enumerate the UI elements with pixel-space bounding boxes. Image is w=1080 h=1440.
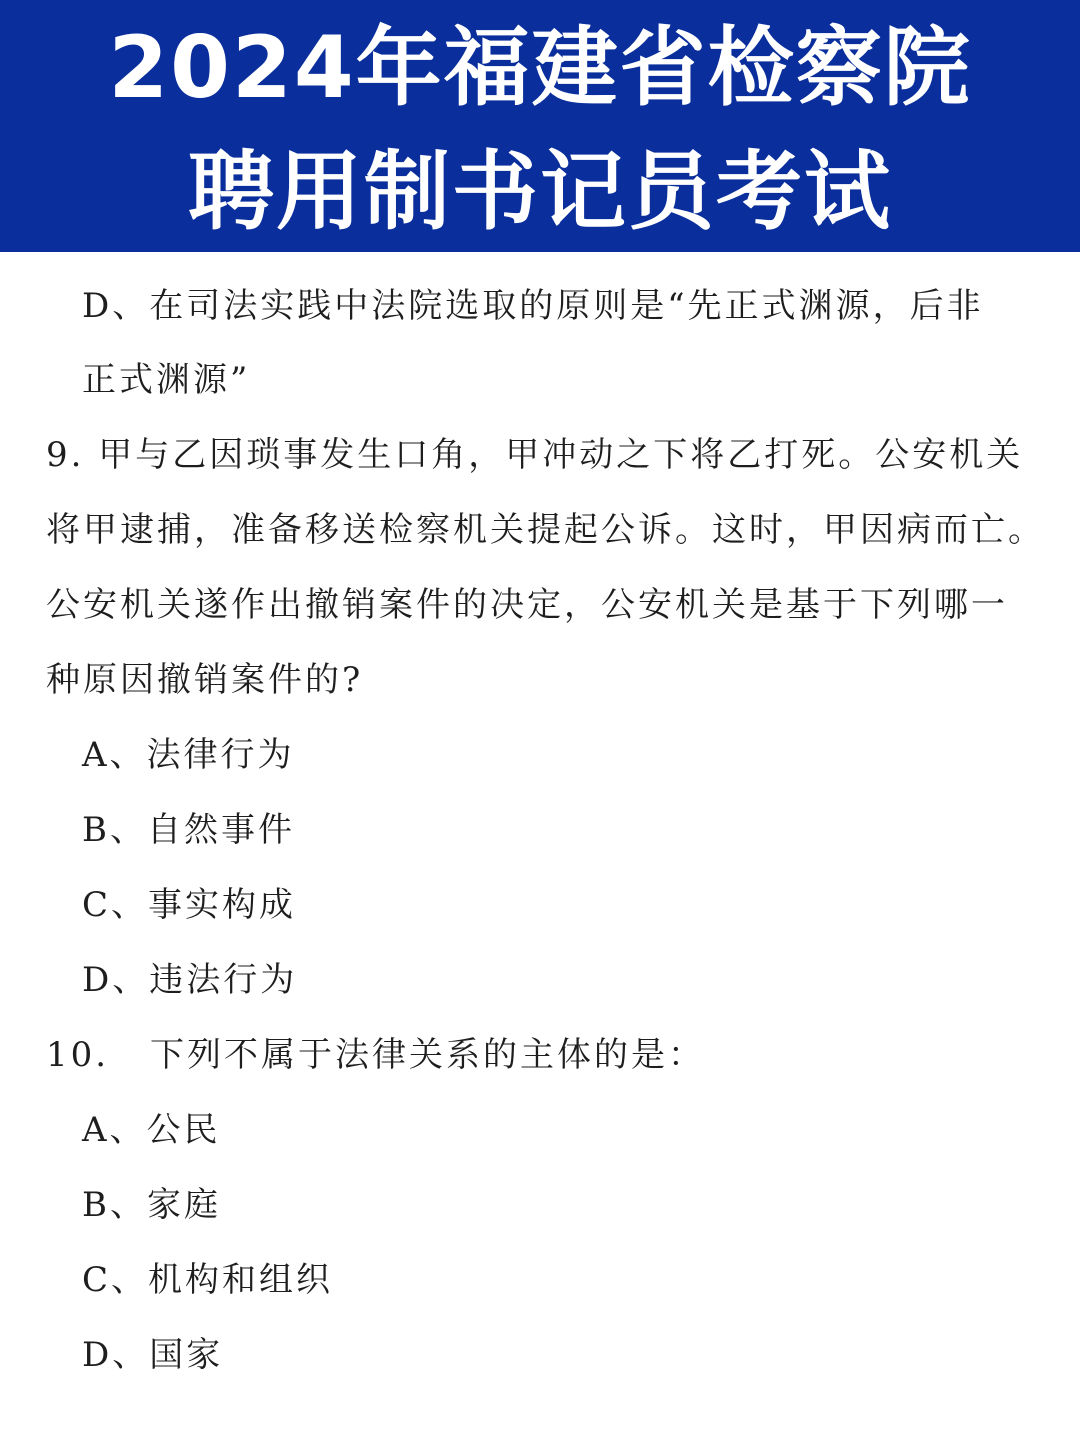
question-9-option-c: C、事实构成 (82, 885, 297, 925)
question-9-stem-line: 将甲逮捕，准备移送检察机关提起公诉。这时，甲因病而亡。 (46, 510, 1045, 550)
question-9-option-d: D、违法行为 (82, 960, 298, 1000)
question-9-stem-line: 公安机关遂作出撤销案件的决定，公安机关是基于下列哪一 (46, 585, 1008, 625)
question-10-option-d: D、国家 (82, 1335, 224, 1375)
banner-title-line-1: 2024年福建省检察院 (108, 18, 972, 118)
question-9-stem-line: 9. 甲与乙因琐事发生口角，甲冲动之下将乙打死。公安机关 (46, 435, 1024, 475)
question-10-stem: 下列不属于法律关系的主体的是： (150, 1035, 705, 1075)
question-10-option-c: C、机构和组织 (82, 1260, 334, 1300)
question-9-option-b: B、自然事件 (82, 810, 295, 850)
question-9-stem-line: 种原因撤销案件的? (46, 660, 364, 700)
question-10-option-b: B、家庭 (82, 1185, 221, 1225)
question-9-option-a: A、法律行为 (82, 735, 295, 775)
question-10-number: 10. (46, 1035, 110, 1075)
previous-option-d-line-2: 正式渊源” (82, 360, 251, 400)
question-10-option-a: A、公民 (82, 1110, 221, 1150)
banner-title-line-2: 聘用制书记员考试 (188, 142, 892, 242)
title-banner (0, 0, 1080, 252)
previous-option-d-line-1: D、在司法实践中法院选取的原则是“先正式渊源，后非 (82, 286, 984, 326)
